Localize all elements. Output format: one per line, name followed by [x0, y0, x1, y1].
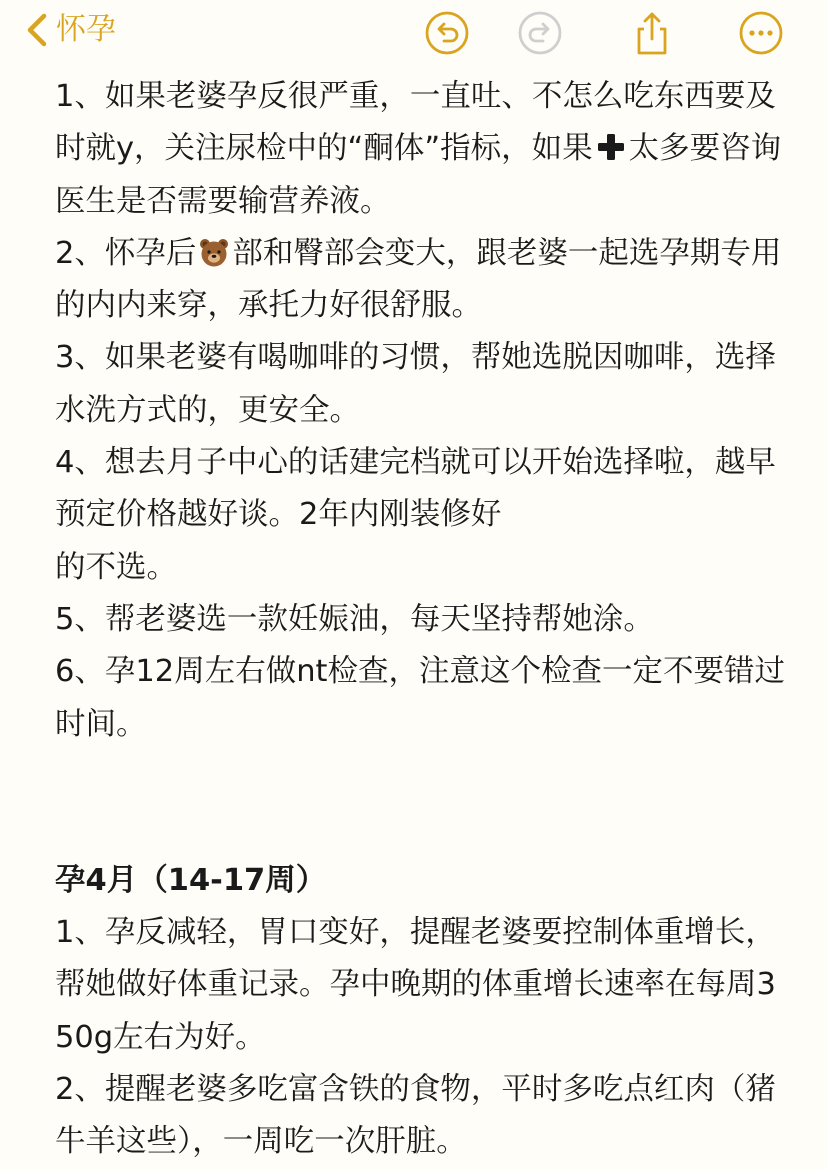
back-button[interactable]: [22, 10, 116, 50]
list-item: 1、孕反减轻，胃口变好，提醒老婆要控制体重增长，帮她做好体重记录。孕中晚期的体重增长速率在每周350g左右为好。: [55, 915, 776, 1055]
redo-icon: [517, 10, 563, 56]
list-item: 4、想去月子中心的话建完档就可以开始选择啦，越早预定价格越好谈。2年内刚装修好 的不选。: [55, 445, 776, 585]
blank-line: [55, 751, 795, 855]
back-label: 怀孕: [56, 12, 116, 47]
nav-bar: [0, 0, 828, 66]
share-icon: [629, 10, 675, 56]
plus-icon: [595, 131, 627, 163]
undo-icon: [424, 10, 470, 56]
undo-button[interactable]: [424, 10, 470, 56]
list-item: 1、如果老婆孕反很严重，一直吐、不怎么吃东西要及时就y，关注尿检中的“酮体”指标，如果 太多要咨询医生是否需要输营养液。: [55, 79, 782, 219]
more-button[interactable]: [738, 10, 784, 56]
list-item: 2、提醒老婆多吃富含铁的食物，平时多吃点红肉（猪牛羊这些），一周吃一次肝脏。: [55, 1072, 776, 1160]
section-heading: 孕4月（14-17周）: [55, 862, 327, 898]
bear-face-icon: [198, 236, 230, 268]
share-button[interactable]: [629, 10, 675, 56]
more-icon: [738, 10, 784, 56]
list-item: 6、孕12周左右做nt检查，注意这个检查一定不要错过时间。: [55, 654, 786, 742]
chevron-left-icon: [22, 10, 52, 50]
note-body[interactable]: [55, 71, 795, 1169]
list-item: 2、怀孕后 部和臀部会变大，跟老婆一起选孕期专用的内内来穿，承托力好很舒服。: [55, 235, 782, 324]
redo-button[interactable]: [517, 10, 563, 56]
list-item: 5、帮老婆选一款妊娠油，每天坚持帮她涂。: [55, 601, 654, 637]
list-item: 3、如果老婆有喝咖啡的习惯，帮她选脱因咖啡，选择水洗方式的，更安全。: [55, 340, 776, 428]
